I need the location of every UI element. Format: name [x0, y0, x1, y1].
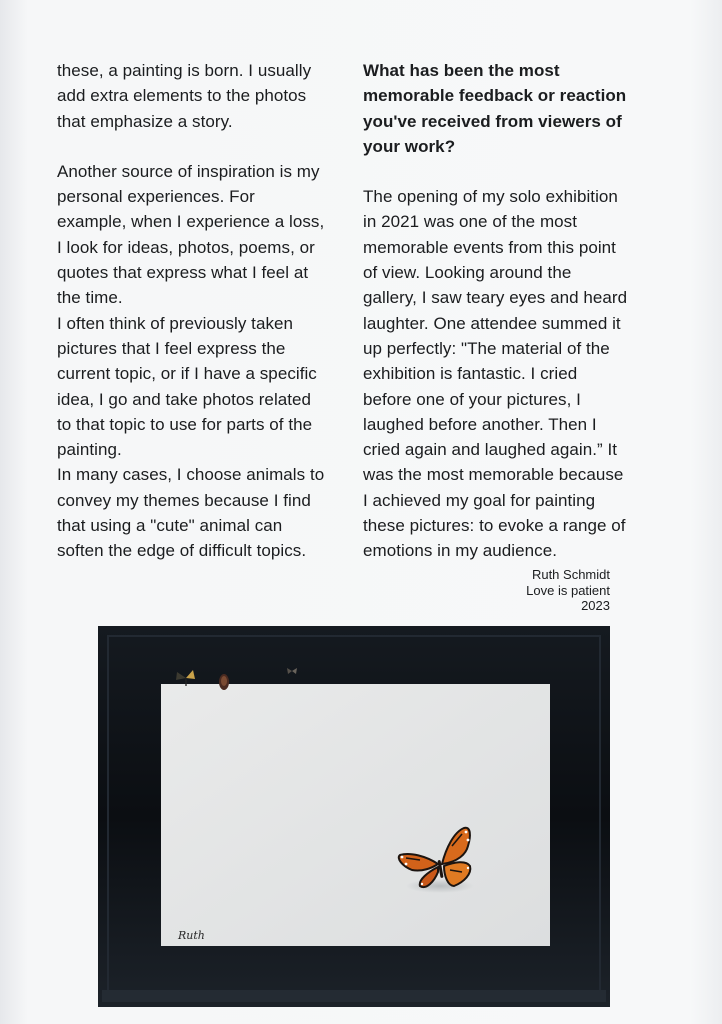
paragraph-gap — [57, 134, 349, 159]
caption-title: Love is patient — [526, 582, 610, 598]
right-paragraph-1: The opening of my solo exhibition in 2021 was one of the most memorable events from this point of view. Looking around the gallery, I saw teary eyes and heard laughter. One attendee summed it up perfectly: "The material of the exhibition is fantastic. I cried before one of your pictures, I laughed before another. Then I cried again and laughed again.” It was the most memorable because I achieved my goal for painting these pictures: to evoke a range of emotions in my audience. — [363, 187, 628, 561]
interview-question-heading: What has been the most memorable feedback or reaction you've received from viewers of your work? — [363, 61, 627, 156]
caption-year: 2023 — [581, 598, 610, 613]
painting-illustration — [98, 626, 610, 1007]
left-text-column — [57, 58, 349, 564]
left-paragraph-4: In many cases, I choose animals to convey my themes because I find that using a "cute" animal can soften the edge of difficult topics. — [57, 465, 325, 561]
left-paragraph-1: these, a painting is born. I usually add extra elements to the photos that emphasize a story. — [57, 61, 312, 131]
left-paragraph-3: I often think of previously taken pictures that I feel express the current topic, or if I have a specific idea, I go and take photos related to that topic to use for parts of the painting. — [57, 313, 317, 460]
caption-artist: Ruth Schmidt — [531, 567, 610, 582]
artwork-image — [98, 626, 610, 1007]
right-text-column — [363, 58, 655, 564]
left-paragraph-2: Another source of inspiration is my personal experiences. For example, when I experience a loss, I look for ideas, photos, poems, or quotes that express what I feel at the time. — [57, 161, 325, 308]
small-beetle-icon — [219, 674, 229, 690]
paragraph-gap — [363, 159, 655, 184]
painting-signature: Ruth — [178, 929, 205, 942]
artwork-caption — [526, 567, 610, 614]
frame-bottom-ledge — [102, 990, 606, 1002]
painting-canvas — [161, 684, 550, 946]
